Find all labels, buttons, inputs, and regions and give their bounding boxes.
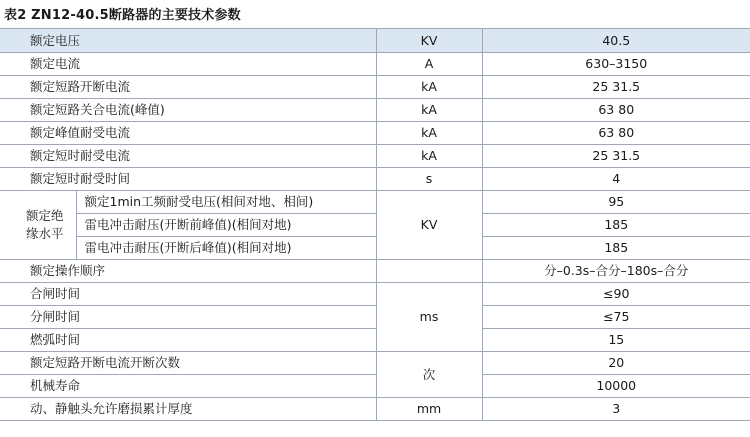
param-unit: kA: [376, 99, 482, 122]
param-unit: KV: [376, 191, 482, 260]
table-header-row: [0, 29, 750, 53]
table-row: [0, 329, 750, 352]
param-name: 额定操作顺序: [0, 260, 376, 283]
param-name: 额定短路开断电流: [0, 76, 376, 99]
table-row: [0, 99, 750, 122]
param-name: 额定短时耐受电流: [0, 145, 376, 168]
param-value: 185: [482, 214, 750, 237]
param-value: 630–3150: [482, 53, 750, 76]
param-value: 185: [482, 237, 750, 260]
param-value: 63 80: [482, 122, 750, 145]
param-value: 4: [482, 168, 750, 191]
header-unit-cell: KV: [376, 29, 482, 53]
table-row: [0, 214, 750, 237]
param-name: 额定电流: [0, 53, 376, 76]
table-row: [0, 375, 750, 398]
table-row: [0, 398, 750, 421]
header-value-cell: 40.5: [482, 29, 750, 53]
header-name-cell: 额定电压: [0, 29, 376, 53]
param-value: 分–0.3s–合分–180s–合分: [482, 260, 750, 283]
table-row: [0, 122, 750, 145]
param-value: 3: [482, 398, 750, 421]
param-name: 额定峰值耐受电流: [0, 122, 376, 145]
param-unit: [376, 260, 482, 283]
table-row: [0, 306, 750, 329]
param-name: 额定短路开断电流开断次数: [0, 352, 376, 375]
table-row: [0, 283, 750, 306]
param-name: 雷电冲击耐压(开断前峰值)(相间对地): [76, 214, 376, 237]
param-unit: A: [376, 53, 482, 76]
param-value: ≤90: [482, 283, 750, 306]
table-row: [0, 237, 750, 260]
param-name: 额定短路关合电流(峰值): [0, 99, 376, 122]
param-unit: kA: [376, 122, 482, 145]
table-row: [0, 76, 750, 99]
table-row: [0, 352, 750, 375]
param-unit: mm: [376, 398, 482, 421]
param-value: 15: [482, 329, 750, 352]
table-row: [0, 145, 750, 168]
insulation-group-label: 额定绝缘水平: [0, 191, 76, 260]
table-row: [0, 53, 750, 76]
param-value: 25 31.5: [482, 76, 750, 99]
param-unit: 次: [376, 352, 482, 398]
param-unit: kA: [376, 76, 482, 99]
table-row: [0, 168, 750, 191]
table-caption: 表2 ZN12-40.5断路器的主要技术参数: [4, 8, 241, 23]
param-unit: ms: [376, 283, 482, 352]
param-value: 20: [482, 352, 750, 375]
param-value: 25 31.5: [482, 145, 750, 168]
param-name: 合闸时间: [0, 283, 376, 306]
param-value: 63 80: [482, 99, 750, 122]
param-value: ≤75: [482, 306, 750, 329]
param-name: 分闸时间: [0, 306, 376, 329]
param-unit: s: [376, 168, 482, 191]
param-unit: kA: [376, 145, 482, 168]
param-name: 燃弧时间: [0, 329, 376, 352]
param-name: 额定1min工频耐受电压(相间对地、相间): [76, 191, 376, 214]
param-name: 雷电冲击耐压(开断后峰值)(相间对地): [76, 237, 376, 260]
param-name: 动、静触头允许磨损累计厚度: [0, 398, 376, 421]
table-row: [0, 191, 750, 214]
param-name: 机械寿命: [0, 375, 376, 398]
parameter-table: [0, 28, 750, 421]
param-name: 额定短时耐受时间: [0, 168, 376, 191]
param-value: 10000: [482, 375, 750, 398]
param-value: 95: [482, 191, 750, 214]
table-row: [0, 260, 750, 283]
